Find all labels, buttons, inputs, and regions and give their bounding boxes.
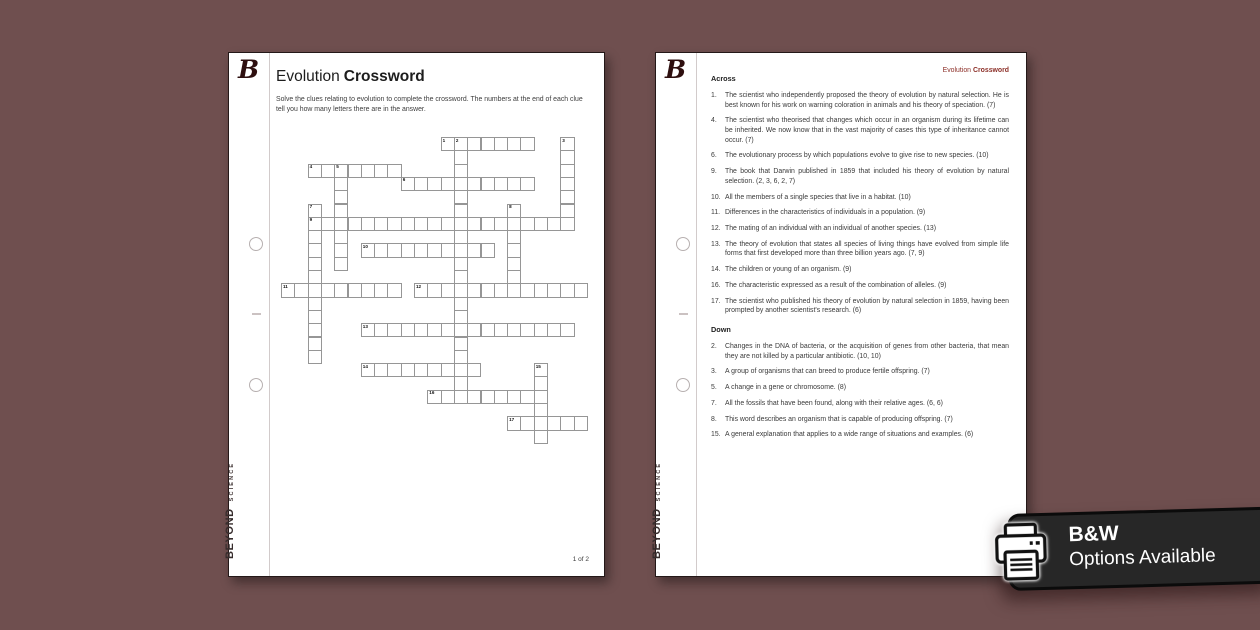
clue-number: 13. <box>711 240 721 248</box>
crossword-clue-number: 5 <box>336 164 339 170</box>
crossword-cell <box>387 323 401 337</box>
brand-subject: SCIENCE <box>656 461 662 502</box>
crossword-cell <box>494 323 508 337</box>
crossword-cell <box>427 363 441 377</box>
crossword-cell <box>494 217 508 231</box>
clue-number: 11. <box>711 209 721 217</box>
crossword-cell <box>361 217 375 231</box>
punch-mark-icon <box>249 378 263 392</box>
crossword-cell <box>361 164 375 178</box>
crossword-clue-number: 6 <box>402 177 406 183</box>
crossword-cell <box>454 164 468 178</box>
crossword-cell <box>454 150 468 164</box>
clue-text: The mating of an individual with an individual of another species. (13) <box>725 225 937 233</box>
crossword-cell <box>454 390 468 404</box>
crossword-cell <box>560 204 574 218</box>
down-heading: Down <box>711 324 731 334</box>
clue-text: The evolutionary process by which populations evolve to give rise to new species. (10) <box>725 152 989 160</box>
clue-number: 7. <box>711 399 717 407</box>
crossword-cell <box>374 323 388 337</box>
page-number: 1 of 2 <box>572 556 589 563</box>
crossword-clue-number: 17 <box>509 416 515 422</box>
crossword-cell <box>481 137 495 151</box>
crossword-clue-number: 12 <box>416 283 422 289</box>
clue-number: 16. <box>711 282 721 289</box>
crossword-cell <box>494 283 508 297</box>
crossword-cell <box>387 164 401 178</box>
crossword-cell <box>481 177 495 191</box>
crossword-cell <box>387 217 401 231</box>
crossword-clue-number: 10 <box>362 243 368 249</box>
clue-item <box>711 193 1009 203</box>
clue-number: 15. <box>711 431 721 439</box>
across-clue-list <box>711 91 1009 316</box>
crossword-cell <box>361 323 375 337</box>
crossword-cell <box>401 323 415 337</box>
crossword-clue-number: 15 <box>535 363 541 369</box>
crossword-cell <box>334 230 348 244</box>
crossword-cell <box>507 177 521 191</box>
crossword-cell <box>348 283 362 297</box>
crossword-clue-number: 11 <box>283 283 288 289</box>
crossword-cell <box>308 230 322 244</box>
clue-text: All the members of a single species that live in a habitat. (10) <box>725 193 911 201</box>
crossword-cell <box>321 164 335 178</box>
crossword-cell <box>481 390 495 404</box>
crossword-cell <box>441 217 455 231</box>
crossword-clue-number: 1 <box>442 137 446 143</box>
crossword-cell <box>507 323 521 337</box>
crossword-cell <box>294 283 308 297</box>
title-bold: Crossword <box>343 68 425 85</box>
crossword-cell <box>534 376 548 390</box>
punch-mark-icon <box>676 378 690 392</box>
crossword-cell <box>427 217 441 231</box>
crossword-cell <box>308 204 322 218</box>
crossword-cell <box>427 177 441 191</box>
crossword-cell <box>454 376 468 390</box>
crossword-cell <box>534 217 548 231</box>
printer-icon <box>992 521 1050 590</box>
crossword-cell <box>454 230 468 244</box>
crossword-cell <box>467 217 481 231</box>
crossword-cell <box>574 283 588 297</box>
crossword-cell <box>361 363 375 377</box>
clue-text: All the fossils that have been found, along with their relative ages. (6, 6) <box>725 399 943 407</box>
crossword-cell <box>547 323 561 337</box>
clue-item <box>711 265 1009 275</box>
crossword-cell <box>308 257 322 271</box>
crossword-cell <box>534 363 548 377</box>
crossword-cell <box>454 270 468 284</box>
crossword-cell <box>401 243 415 257</box>
brand-name: BEYOND <box>224 508 236 559</box>
crossword-cell <box>494 137 508 151</box>
clue-number: 2. <box>711 342 717 350</box>
clue-text: The book that Darwin published in 1859 that included his theory of evolution by natural selection. (2, 3, 6, 2, 7) <box>725 168 1009 185</box>
margin-divider <box>696 53 697 576</box>
crossword-cell <box>454 283 468 297</box>
crossword-cell <box>507 137 521 151</box>
crossword-cell <box>454 363 468 377</box>
clue-item <box>711 240 1009 259</box>
crossword-cell <box>321 217 335 231</box>
crossword-cell <box>427 323 441 337</box>
crossword-cell <box>374 283 388 297</box>
clue-number: 1. <box>711 92 717 99</box>
instructions-text: Solve the clues relating to evolution to complete the crossword. The numbers at the end of each clue tell you how many letters there are in the answer. <box>276 96 583 113</box>
crossword-cell <box>454 337 468 351</box>
crossword-cell <box>401 217 415 231</box>
clue-text: The scientist who independently proposed the theory of evolution by natural selection. He is best known for his work on warning coloration in animals and his theory of speciation. (7) <box>725 92 1009 109</box>
crossword-cell <box>467 137 481 151</box>
crossword-cell <box>334 164 348 178</box>
crossword-cell <box>361 243 375 257</box>
crossword-cell <box>334 190 348 204</box>
crossword-cell <box>414 177 428 191</box>
clue-text: The scientist who published his theory of evolution by natural selection in 1859, having been prompted by another scientist's research. (6) <box>725 297 1009 315</box>
crossword-cell <box>507 217 521 231</box>
clue-text: Changes in the DNA of bacteria, or the acquisition of genes from other bacteria, that mean they are not killed by a particular antibiotic. (10, 10) <box>725 342 1009 360</box>
crossword-cell <box>507 230 521 244</box>
crossword-cell <box>387 363 401 377</box>
crossword-cell <box>574 416 588 430</box>
crossword-cell <box>534 403 548 417</box>
crossword-cell <box>281 283 295 297</box>
crossword-cell <box>308 337 322 351</box>
clue-item <box>711 367 1009 377</box>
crossword-cell <box>441 177 455 191</box>
clue-item <box>711 281 1009 291</box>
clue-number: 4. <box>711 117 717 125</box>
down-clue-list <box>711 342 1009 440</box>
crossword-cell <box>334 204 348 218</box>
crossword-cell <box>534 430 548 444</box>
crossword-clue-number: 14 <box>362 363 368 369</box>
crossword-cell <box>454 297 468 311</box>
crossword-cell <box>494 177 508 191</box>
crossword-cell <box>454 243 468 257</box>
crossword-cell <box>374 164 388 178</box>
crossword-cell <box>560 150 574 164</box>
crossword-cell <box>334 257 348 271</box>
crossword-cell <box>308 350 322 364</box>
crossword-cell <box>534 390 548 404</box>
crossword-cell <box>441 390 455 404</box>
clue-number: 3. <box>711 368 717 376</box>
crossword-cell <box>520 323 534 337</box>
clue-text: The children or young of an organism. (9) <box>725 266 852 274</box>
crossword-clue-number: 4 <box>309 164 313 170</box>
clue-item <box>711 151 1009 161</box>
crossword-cell <box>308 283 322 297</box>
brand-subject: SCIENCE <box>229 461 235 502</box>
punch-mark-icon <box>249 237 263 251</box>
clues-panel <box>711 74 1009 446</box>
clue-number: 9. <box>711 168 717 176</box>
beyond-logo-icon: B <box>238 55 260 84</box>
crossword-cell <box>467 283 481 297</box>
beyond-logo-icon: B <box>665 55 687 84</box>
crossword-cell <box>454 217 468 231</box>
crossword-cell <box>560 164 574 178</box>
crossword-cell <box>494 390 508 404</box>
crossword-cell <box>507 257 521 271</box>
crossword-cell <box>374 363 388 377</box>
crossword-cell <box>308 243 322 257</box>
crossword-cell <box>441 137 455 151</box>
crossword-cell <box>507 204 521 218</box>
clue-number: 6. <box>711 152 717 160</box>
crossword-cell <box>481 217 495 231</box>
crossword-cell <box>560 416 574 430</box>
crossword-cell <box>308 217 322 231</box>
crossword-cell <box>454 350 468 364</box>
crossword-clue-number: 8 <box>509 204 512 209</box>
clue-text: The characteristic expressed as a result of the combination of alleles. (9) <box>725 282 947 289</box>
crossword-cell <box>308 323 322 337</box>
crossword-cell <box>467 390 481 404</box>
crossword-clue-number: 9 <box>309 217 313 223</box>
clue-text: The theory of evolution that states all species of living things have evolved from simple life forms that first developed more than three billion years ago. (7, 9) <box>725 240 1009 258</box>
clue-item <box>711 167 1009 186</box>
crossword-cell <box>454 257 468 271</box>
crossword-cell <box>441 243 455 257</box>
crossword-cell <box>467 363 481 377</box>
crossword-cell <box>481 323 495 337</box>
clue-number: 8. <box>711 415 717 423</box>
worksheet-page-1 <box>224 52 605 577</box>
punch-mark-icon <box>676 237 690 251</box>
crossword-cell <box>308 310 322 324</box>
clue-item <box>711 208 1009 218</box>
crossword-cell <box>454 323 468 337</box>
crossword-cell <box>481 243 495 257</box>
crossword-cell <box>520 137 534 151</box>
crossword-clue-number: 13 <box>362 323 368 329</box>
crossword-cell <box>560 283 574 297</box>
crossword-cell <box>308 164 322 178</box>
crossword-cell <box>427 390 441 404</box>
header-bold: Crossword <box>973 67 1009 74</box>
crossword-cell <box>520 283 534 297</box>
crossword-cell <box>414 243 428 257</box>
clue-number: 17. <box>711 297 721 305</box>
binding-dash-icon <box>252 313 261 315</box>
crossword-cell <box>414 217 428 231</box>
crossword-cell <box>507 283 521 297</box>
crossword-clue-number: 16 <box>429 390 435 396</box>
crossword-cell <box>520 217 534 231</box>
across-heading: Across <box>711 74 736 83</box>
crossword-cell <box>560 323 574 337</box>
crossword-cell <box>467 177 481 191</box>
brand-name: BEYOND <box>651 508 663 559</box>
clue-number: 5. <box>711 384 717 392</box>
crossword-cell <box>467 243 481 257</box>
header-regular: Evolution <box>942 67 971 74</box>
clue-item <box>711 297 1009 316</box>
crossword-cell <box>401 363 415 377</box>
crossword-clue-number: 3 <box>562 137 565 143</box>
brand-vertical-text <box>224 462 236 559</box>
crossword-cell <box>547 416 561 430</box>
crossword-cell <box>507 390 521 404</box>
crossword-cell <box>454 204 468 218</box>
crossword-cell <box>534 416 548 430</box>
crossword-cell <box>348 164 362 178</box>
crossword-cell <box>454 190 468 204</box>
crossword-cell <box>308 297 322 311</box>
crossword-cell <box>560 217 574 231</box>
crossword-cell <box>520 416 534 430</box>
crossword-cell <box>361 283 375 297</box>
crossword-cell <box>387 283 401 297</box>
margin-divider <box>269 53 270 576</box>
clue-text: Differences in the characteristics of individuals in a population. (9) <box>725 209 926 217</box>
crossword-cell <box>427 243 441 257</box>
crossword-cell <box>374 217 388 231</box>
bw-options-badge <box>1007 507 1260 591</box>
page-header <box>943 67 1009 74</box>
crossword-cell <box>534 283 548 297</box>
crossword-cell <box>441 363 455 377</box>
crossword-cell <box>520 177 534 191</box>
clue-item <box>711 383 1009 393</box>
crossword-clue-number: 2 <box>455 137 459 143</box>
crossword-cell <box>481 283 495 297</box>
crossword-cell <box>507 416 521 430</box>
clue-text: The scientist who theorised that changes which occur in an organism during its lifetime can be inherited. We now know that in the vast majority of cases this type of inheritance cannot occur. (7) <box>725 117 1009 144</box>
crossword-cell <box>387 243 401 257</box>
crossword-cell <box>547 217 561 231</box>
clue-text: A general explanation that applies to a wide range of situations and examples. (6) <box>725 431 974 439</box>
bw-badge-title: B&W <box>1068 521 1119 547</box>
bw-badge-text <box>1068 518 1216 572</box>
clue-text: A change in a gene or chromosome. (8) <box>725 384 847 392</box>
crossword-cell <box>334 243 348 257</box>
crossword-cell <box>560 190 574 204</box>
clue-item <box>711 224 1009 234</box>
crossword-cell <box>467 323 481 337</box>
crossword-cell <box>334 217 348 231</box>
crossword-cell <box>414 323 428 337</box>
crossword-cell <box>414 283 428 297</box>
crossword-cell <box>454 310 468 324</box>
crossword-cell <box>427 283 441 297</box>
crossword-cell <box>534 323 548 337</box>
crossword-cell <box>441 283 455 297</box>
clue-number: 12. <box>711 225 721 233</box>
crossword-cell <box>507 243 521 257</box>
crossword-cell <box>308 270 322 284</box>
crossword-cell <box>454 137 468 151</box>
crossword-cell <box>414 363 428 377</box>
clue-item <box>711 342 1009 361</box>
crossword-cell <box>334 283 348 297</box>
clue-item <box>711 415 1009 425</box>
crossword-cell <box>560 137 574 151</box>
clue-item <box>711 399 1009 409</box>
clue-item <box>711 430 1009 440</box>
bw-badge-subtitle: Options Available <box>1068 545 1216 571</box>
page-title <box>276 68 425 86</box>
clue-number: 10. <box>711 193 721 201</box>
crossword-cell <box>348 217 362 231</box>
crossword-cell <box>560 177 574 191</box>
crossword-grid <box>281 137 587 443</box>
crossword-cell <box>454 177 468 191</box>
clue-number: 14. <box>711 266 721 274</box>
crossword-clue-number: 7 <box>309 204 313 209</box>
crossword-cell <box>520 390 534 404</box>
crossword-cell <box>334 177 348 191</box>
crossword-cell <box>374 243 388 257</box>
binding-dash-icon <box>679 313 688 315</box>
brand-vertical-text <box>651 462 663 559</box>
crossword-cell <box>321 283 335 297</box>
clue-text: This word describes an organism that is capable of producing offspring. (7) <box>725 415 953 423</box>
crossword-cell <box>547 283 561 297</box>
clue-text: A group of organisms that can breed to produce fertile offspring. (7) <box>725 368 930 376</box>
crossword-cell <box>401 177 415 191</box>
title-regular: Evolution <box>276 68 340 85</box>
clue-item <box>711 91 1009 110</box>
worksheet-page-2 <box>651 52 1027 577</box>
clue-item <box>711 116 1009 145</box>
crossword-cell <box>441 323 455 337</box>
crossword-cell <box>507 270 521 284</box>
